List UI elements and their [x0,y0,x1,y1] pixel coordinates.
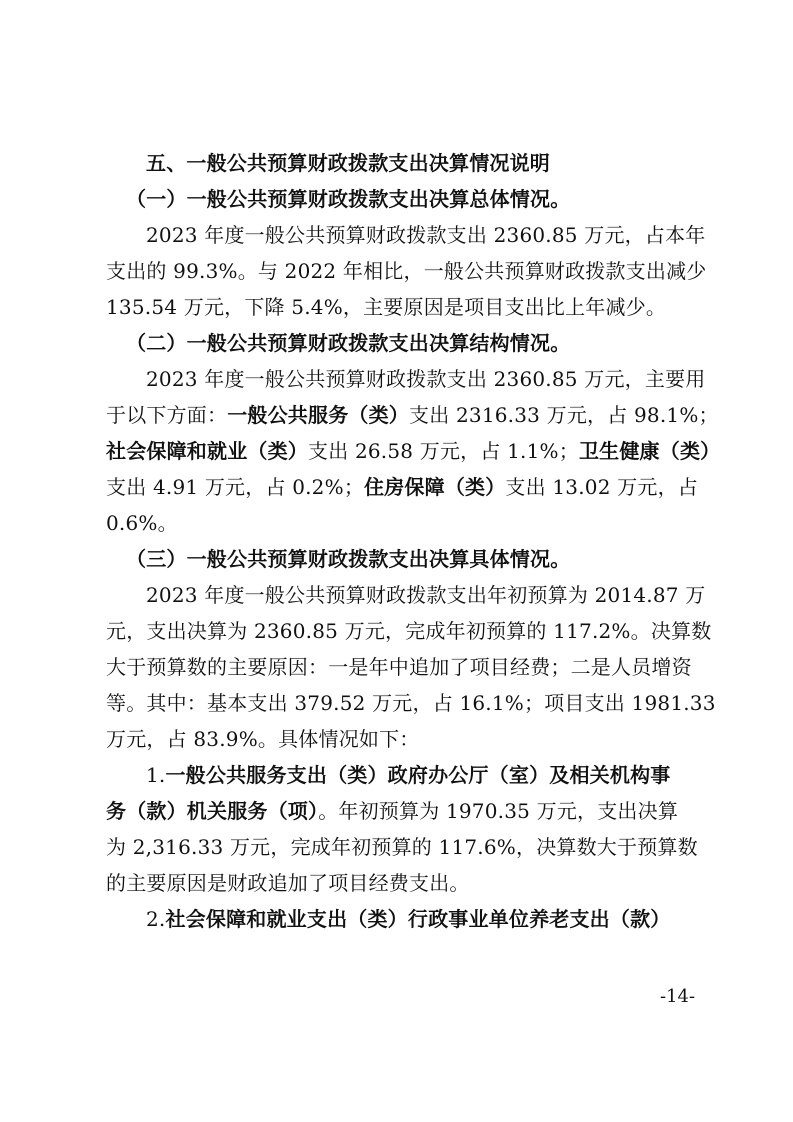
item-number: 1. [146,763,166,787]
item-1-line [106,794,694,828]
paragraph-line: 万元，占 83.9%。具体情况如下： [106,727,420,751]
paragraph-line: 等。其中：基本支出 379.52 万元，占 16.1%；项目支出 1981.33 [106,691,716,715]
paragraph-line: 大于预算数的主要原因：一是年中追加了项目经费；二是人员增资 [106,655,692,679]
category-label: 一般公共服务（类） [227,403,410,427]
category-label: 卫生健康（类） [578,439,721,463]
item-title: 一般公共服务支出（类）政府办公厅（室）及相关机构事 [165,763,671,787]
paragraph-line: 2023 年度一般公共预算财政拨款支出年初预算为 2014.87 万 [146,583,706,607]
item-2-line [106,902,694,936]
paragraph-line: 0.6%。 [106,511,178,535]
paragraph-line: 元，支出决算为 2360.85 万元，完成年初预算的 117.2%。决算数 [106,619,712,643]
paragraph-line [106,434,721,468]
text-run: 于以下方面： [106,403,228,427]
item-1-line [106,758,694,792]
text-run: 支出 4.91 万元，占 0.2%； [106,475,365,499]
category-label: 住房保障（类） [364,475,506,499]
paragraph-line [106,398,719,432]
text-run: 支出 13.02 万元，占 [505,475,698,499]
subsection-3-title: （三）一般公共预算财政拨款支出决算具体情况。 [126,547,571,571]
paragraph-line [106,470,698,504]
category-label: 社会保障和就业（类） [106,439,308,463]
subsection-2-title: （二）一般公共预算财政拨款支出决算结构情况。 [126,331,571,355]
text-run: 支出 26.58 万元，占 1.1%； [308,439,579,463]
paragraph-line: 135.54 万元，下降 5.4%，主要原因是项目支出比上年减少。 [106,295,667,319]
item-1-line: 为 2,316.33 万元，完成年初预算的 117.6%，决算数大于预算数 [106,835,698,859]
item-title: 务（款）机关服务（项） [106,799,319,823]
item-number: 2. [146,907,166,931]
document-body [106,146,721,936]
item-1-line: 的主要原因是财政追加了项目经费支出。 [106,871,470,895]
paragraph-line: 2023 年度一般公共预算财政拨款支出 2360.85 万元，主要用 [146,367,706,391]
text-run: 支出 2316.33 万元，占 98.1%； [409,403,719,427]
paragraph-line: 2023 年度一般公共预算财政拨款支出 2360.85 万元，占本年 [146,223,706,247]
page-number: -14- [660,986,696,1007]
subsection-1-title: （一）一般公共预算财政拨款支出决算总体情况。 [126,187,571,211]
section-title: 五、一般公共预算财政拨款支出决算情况说明 [146,151,550,175]
text-run: 。年初预算为 1970.35 万元，支出决算 [318,799,679,823]
paragraph-line: 支出的 99.3%。与 2022 年相比，一般公共预算财政拨款支出减少 [106,259,707,283]
item-title: 社会保障和就业支出（类）行政事业单位养老支出（款） [165,907,671,931]
